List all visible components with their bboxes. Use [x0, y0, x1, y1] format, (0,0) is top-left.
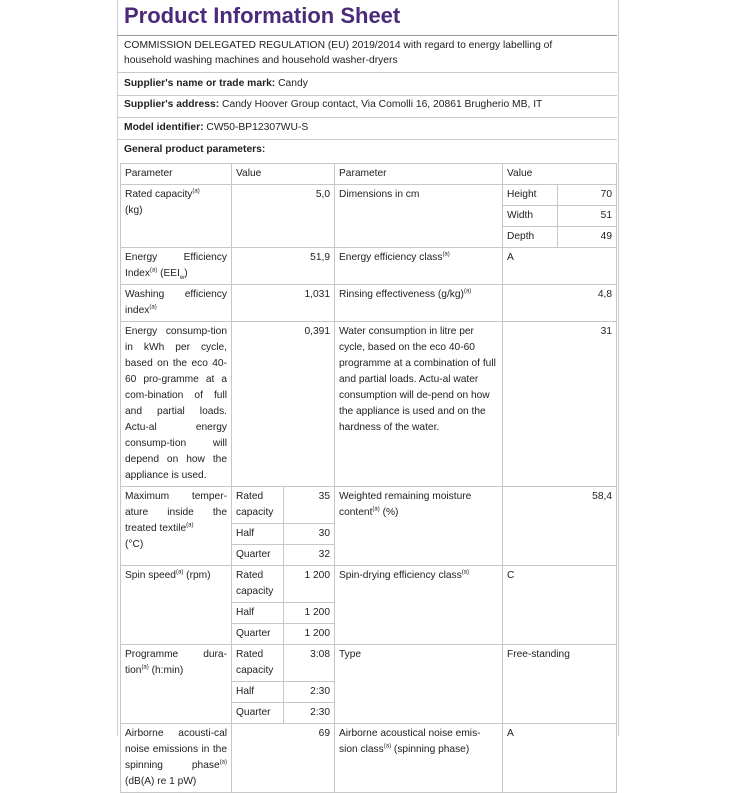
- energy-class-value: A: [503, 248, 617, 285]
- energy-consumption-label: Energy consump-tion in kWh per cycle, based on the eco 40-60 pro-gramme at a com-bination of full and partial loads. Actu-al energy consump-tion will depend on how the appliance is used.: [121, 322, 232, 487]
- supplier-address-label: Supplier's address:: [124, 99, 220, 110]
- rated-capacity-value: 5,0: [232, 185, 335, 248]
- model-value: CW50-BP12307WU-S: [206, 122, 309, 133]
- spin-class-label: Spin-drying efficiency class$^{(a)}$: [335, 566, 503, 645]
- table-row: [121, 724, 617, 793]
- divider: [117, 35, 617, 36]
- duration-rated-value: 3:08: [284, 645, 335, 682]
- supplier-name-label: Supplier's name or trade mark:: [124, 78, 276, 89]
- table-header-row: [121, 164, 617, 185]
- spin-rated-label: Rated capacity: [232, 566, 284, 603]
- divider: [117, 117, 617, 118]
- water-consumption-value: 31: [503, 322, 617, 487]
- programme-duration-label: Programme dura-tion$^{(a)}$ (h:min): [121, 645, 232, 724]
- product-parameters-table: [120, 163, 617, 793]
- max-temp-half-label: Half: [232, 524, 284, 545]
- regulation-line-1: COMMISSION DELEGATED REGULATION (EU) 2019/2014 with regard to energy labelling of: [124, 40, 553, 51]
- energy-consumption-value: 0,391: [232, 322, 335, 487]
- header-parameter-2: Parameter: [335, 164, 503, 185]
- header-parameter: Parameter: [121, 164, 232, 185]
- divider: [117, 139, 617, 140]
- spin-half-value: 1 200: [284, 603, 335, 624]
- rinsing-value: 4,8: [503, 285, 617, 322]
- spin-rated-value: 1 200: [284, 566, 335, 603]
- table-row: [121, 185, 617, 206]
- eei-label: Energy Efficiency Index$^{(a)}$ $(EEI_w)$: [121, 248, 232, 285]
- max-temp-quarter-value: 32: [284, 545, 335, 566]
- eei-value: 51,9: [232, 248, 335, 285]
- rated-capacity-label: Rated capacity$^{(a)}$ (kg): [121, 185, 232, 248]
- type-label: Type: [335, 645, 503, 724]
- header-value-2: Value: [503, 164, 617, 185]
- duration-quarter-value: 2:30: [284, 703, 335, 724]
- washing-efficiency-value: 1,031: [232, 285, 335, 322]
- duration-half-label: Half: [232, 682, 284, 703]
- model-label: Model identifier:: [124, 122, 204, 133]
- energy-class-label: Energy efficiency class$^{(a)}$: [335, 248, 503, 285]
- duration-quarter-label: Quarter: [232, 703, 284, 724]
- table-row: [121, 487, 617, 524]
- table-row: [121, 248, 617, 285]
- remaining-moisture-label: Weighted remaining moisture content$^{(a)}$ (%): [335, 487, 503, 566]
- height-label: Height: [503, 185, 558, 206]
- spin-class-value: C: [503, 566, 617, 645]
- model-row: [124, 120, 308, 136]
- table-row: [121, 645, 617, 682]
- spin-quarter-value: 1 200: [284, 624, 335, 645]
- supplier-address-value: Candy Hoover Group contact, Via Comolli 16, 20861 Brugherio MB, IT: [222, 99, 543, 110]
- max-temp-rated-label: Rated capacity: [232, 487, 284, 524]
- page-title: Product Information Sheet: [124, 3, 401, 28]
- max-temp-quarter-label: Quarter: [232, 545, 284, 566]
- supplier-address-row: [124, 97, 542, 113]
- divider: [117, 95, 617, 96]
- table-row: [121, 322, 617, 487]
- duration-half-value: 2:30: [284, 682, 335, 703]
- supplier-name-value: Candy: [278, 78, 308, 89]
- regulation-line-2: household washing machines and household washer-dryers: [124, 55, 398, 66]
- supplier-name-row: [124, 76, 308, 92]
- general-params-label: General product parameters:: [124, 144, 266, 155]
- table-row: [121, 566, 617, 603]
- depth-label: Depth: [503, 227, 558, 248]
- noise-class-value: A: [503, 724, 617, 793]
- remaining-moisture-value: 58,4: [503, 487, 617, 566]
- width-value: 51: [558, 206, 617, 227]
- depth-value: 49: [558, 227, 617, 248]
- duration-rated-label: Rated capacity: [232, 645, 284, 682]
- general-params-row: [124, 142, 265, 158]
- dimensions-label: Dimensions in cm: [335, 185, 503, 248]
- width-label: Width: [503, 206, 558, 227]
- noise-label: Airborne acousti-cal noise emissions in the spinning phase$^{(a)}$ (dB(A) re 1 pW): [121, 724, 232, 793]
- noise-class-label: Airborne acoustical noise emis-sion class$^{(a)}$ (spinning phase): [335, 724, 503, 793]
- max-temp-half-value: 30: [284, 524, 335, 545]
- water-consumption-label: Water consumption in litre per cycle, based on the eco 40-60 programme at a combination of full and partial loads. Actu-al water consumption will de-pend on how the appliance is used and on the hardness of the water.: [335, 322, 503, 487]
- divider: [117, 72, 617, 73]
- height-value: 70: [558, 185, 617, 206]
- max-temp-rated-value: 35: [284, 487, 335, 524]
- spin-quarter-label: Quarter: [232, 624, 284, 645]
- spin-half-label: Half: [232, 603, 284, 624]
- max-temperature-label: Maximum temper-ature inside the treated textile$^{(a)}$ (°C): [121, 487, 232, 566]
- washing-efficiency-label: Washing efficiency index$^{(a)}$: [121, 285, 232, 322]
- header-value: Value: [232, 164, 335, 185]
- spin-speed-label: Spin speed$^{(a)}$ (rpm): [121, 566, 232, 645]
- rinsing-label: Rinsing effectiveness $(g/kg)^{(a)}$: [335, 285, 503, 322]
- noise-value: 69: [232, 724, 335, 793]
- type-value: Free-standing: [503, 645, 617, 724]
- table-row: [121, 285, 617, 322]
